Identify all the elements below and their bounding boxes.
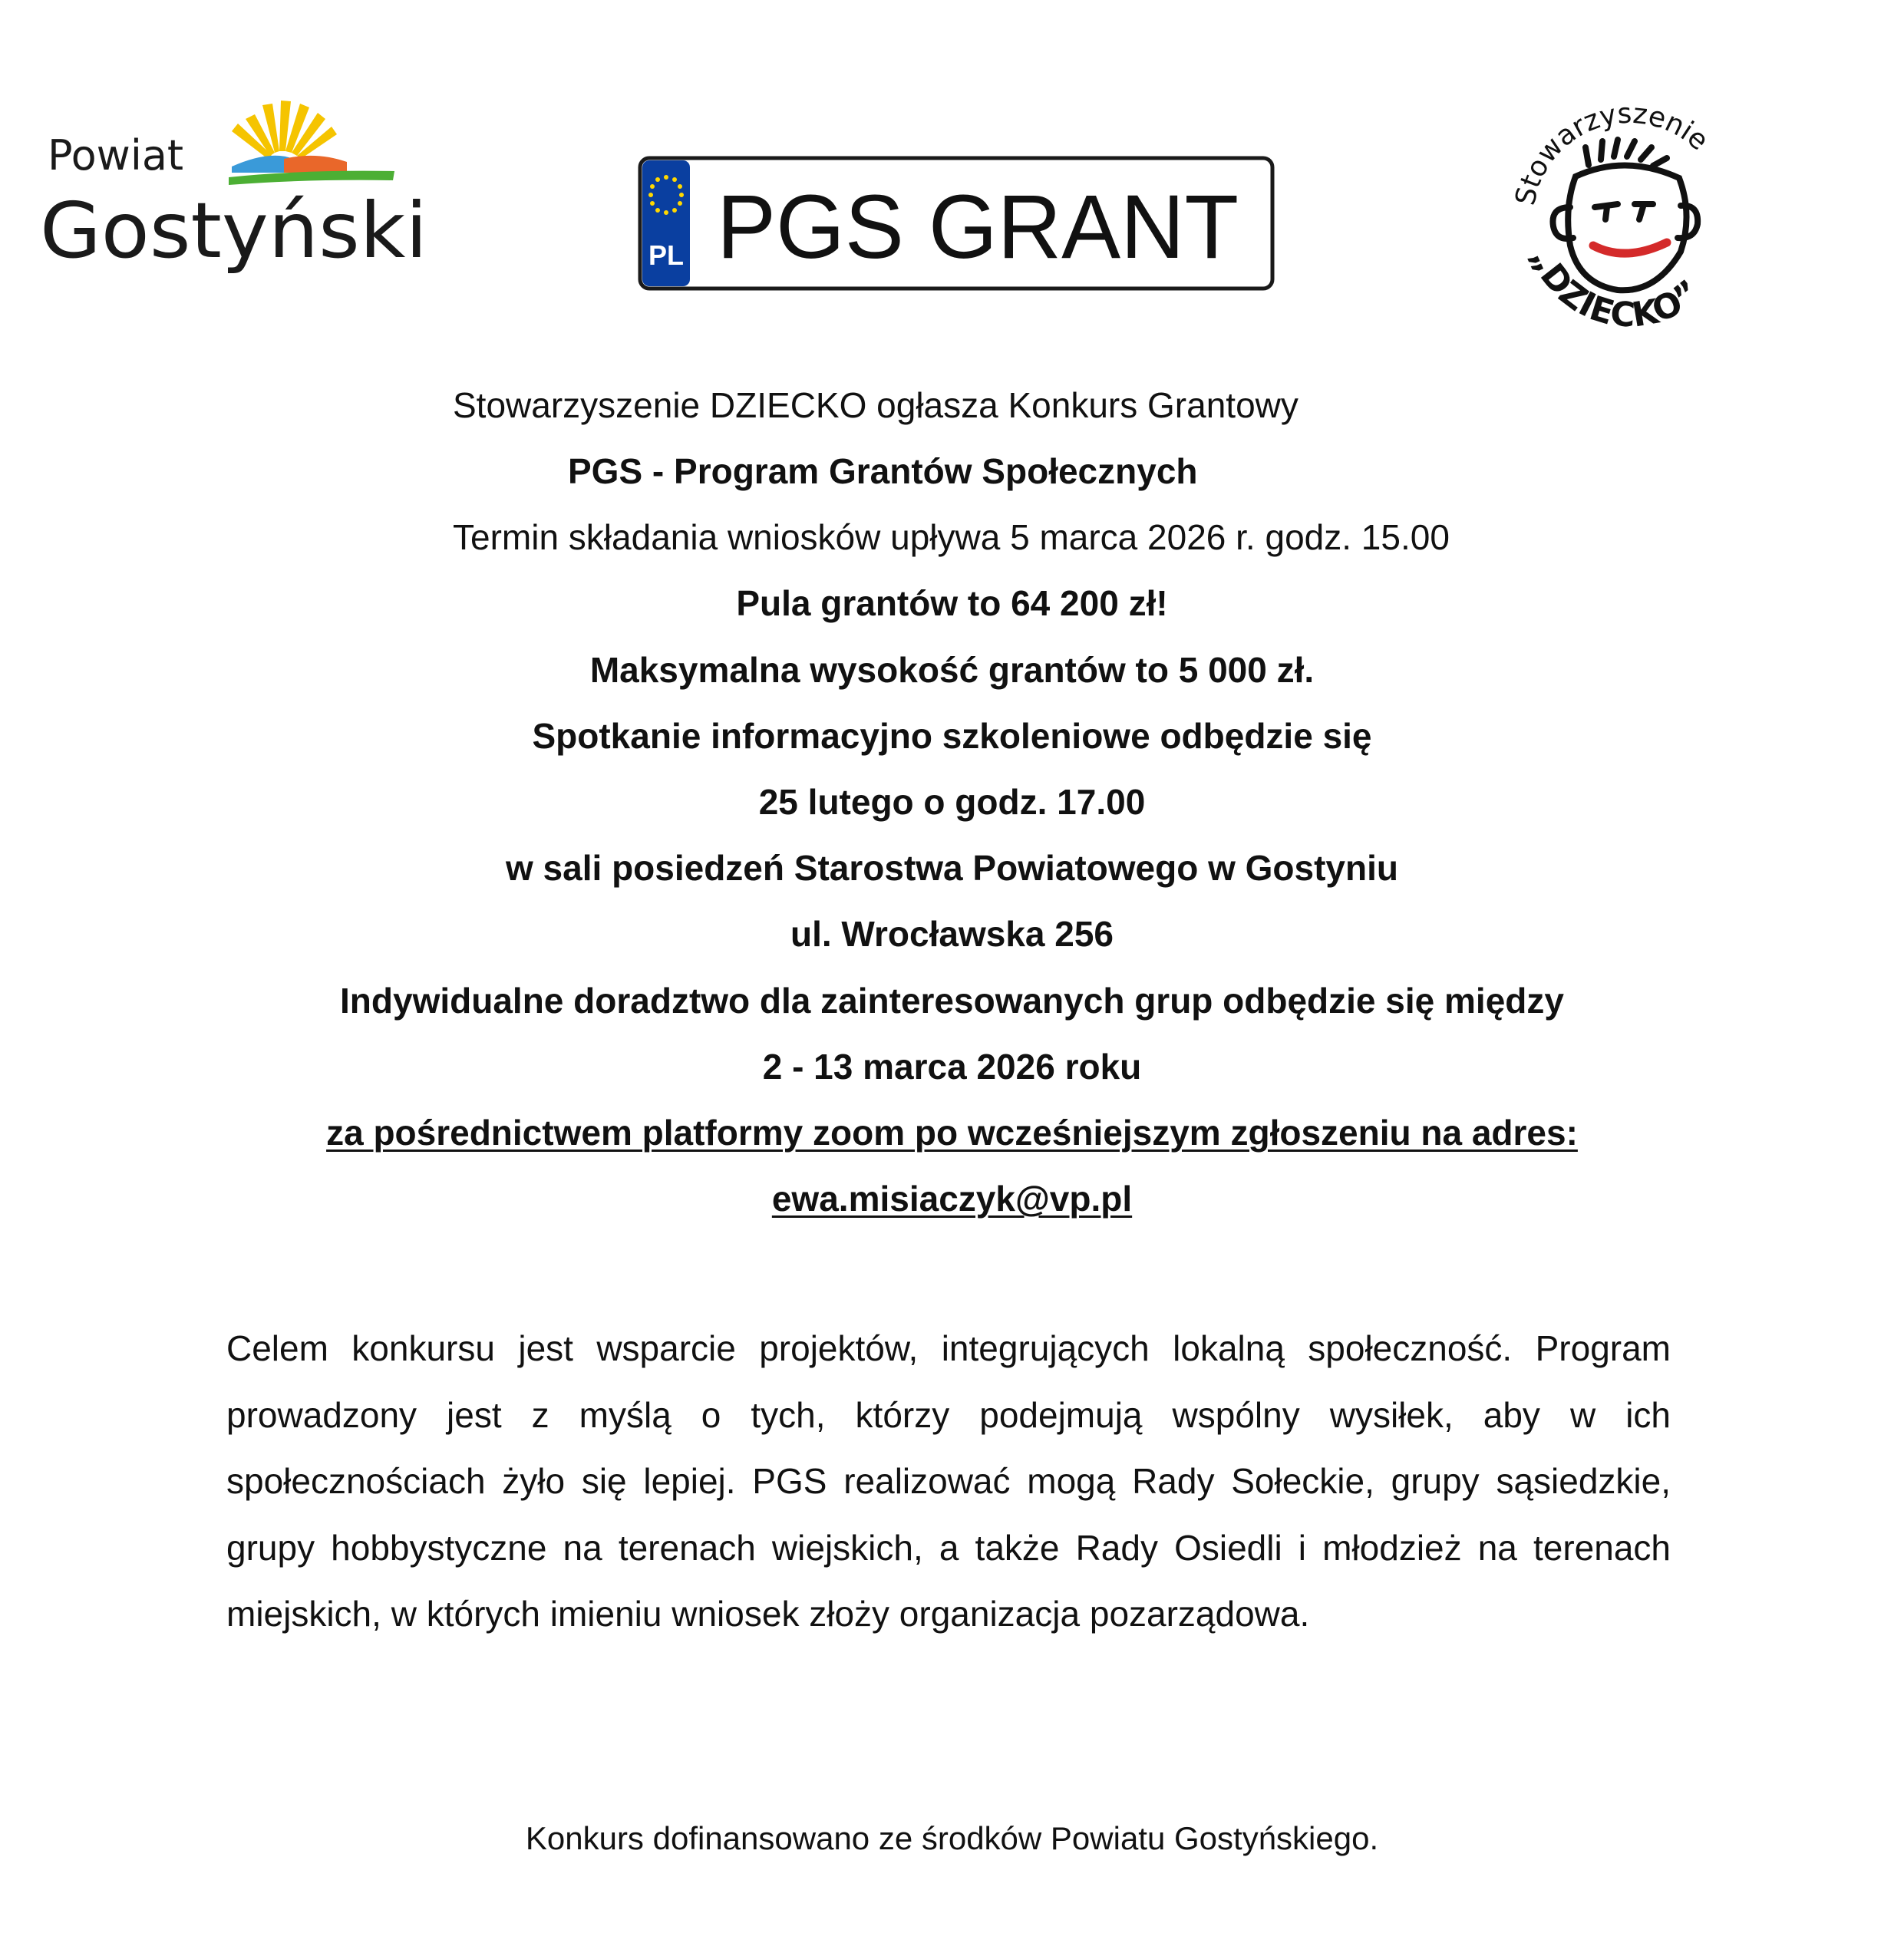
dziecko-arc-top: Stowarzyszenie	[1510, 97, 1714, 209]
smiley-face-icon	[1553, 140, 1698, 290]
plate-text: PGS GRANT	[717, 176, 1239, 278]
deadline-text: Termin składania wniosków upływa 5 marca 2026 r. godz. 15.00	[453, 517, 1450, 557]
description-line: i młodzież na terenach miejskich, w których imieniu wniosek złoży organizacja	[226, 1527, 1671, 1634]
meeting-date-text: 25 lutego o godz. 17.00	[758, 782, 1146, 822]
plate-country-code: PL	[648, 239, 685, 271]
sun-band-orange	[284, 156, 347, 173]
powiat-small-text: Powiat	[48, 131, 184, 180]
description-line: Celem konkursu jest wsparcie projektów, integrujących lokalną społeczność.	[226, 1328, 1513, 1368]
grant-pool-text: Pula grantów to 64 200 zł!	[736, 583, 1168, 623]
funding-footer: Konkurs dofinansowano ze środków Powiatu Gostyńskiego.	[525, 1820, 1379, 1856]
max-grant-text: Maksymalna wysokość grantów to 5 000 zł.	[589, 650, 1315, 690]
smile-mouth	[1593, 242, 1667, 253]
description-line: w ich społecznościach żyło się lepiej. PGS realizować mogą Rady Sołeckie, grupy	[226, 1394, 1671, 1502]
meeting-venue-text: w sali posiedzeń Starostwa Powiatowego w Gostyniu	[506, 848, 1398, 888]
dziecko-arc-bottom: „DZIECKO”	[1522, 242, 1708, 335]
program-title: PGS - Program Grantów Społecznych	[568, 451, 1198, 491]
announcement-intro: Stowarzyszenie DZIECKO ogłasza Konkurs Grantowy	[453, 385, 1298, 425]
description-line: Program prowadzony jest z myślą o tych, którzy podejmują wspólny wysiłek, aby	[226, 1328, 1671, 1435]
meeting-text: Spotkanie informacyjno szkoleniowe odbędzie się	[532, 716, 1372, 756]
consulting-text: Indywidualne doradztwo dla zainteresowanych grup odbędzie się między	[340, 981, 1564, 1021]
description-paragraph	[226, 1315, 1671, 1648]
description-line: pozarządowa.	[1089, 1594, 1310, 1634]
consulting-dates-text: 2 - 13 marca 2026 roku	[762, 1047, 1142, 1087]
powiat-gostynski-logo	[40, 96, 439, 288]
sun-icon	[232, 101, 337, 159]
pgs-grant-plate-logo	[638, 156, 1275, 291]
powiat-large-text: Gostyński	[40, 186, 427, 275]
contact-email-link[interactable]: ewa.misiaczyk@vp.pl	[771, 1179, 1133, 1219]
stowarzyszenie-dziecko-logo	[1503, 92, 1756, 345]
zoom-note-text: za pośrednictwem platformy zoom po wcześniejszym zgłoszeniu na adres:	[326, 1113, 1578, 1153]
description-line: sąsiedzkie, grupy hobbystyczne na terenach wiejskich, a także Rady Osiedli	[226, 1461, 1671, 1568]
meeting-address-text: ul. Wrocławska 256	[790, 914, 1114, 954]
grass-stroke	[229, 171, 394, 185]
